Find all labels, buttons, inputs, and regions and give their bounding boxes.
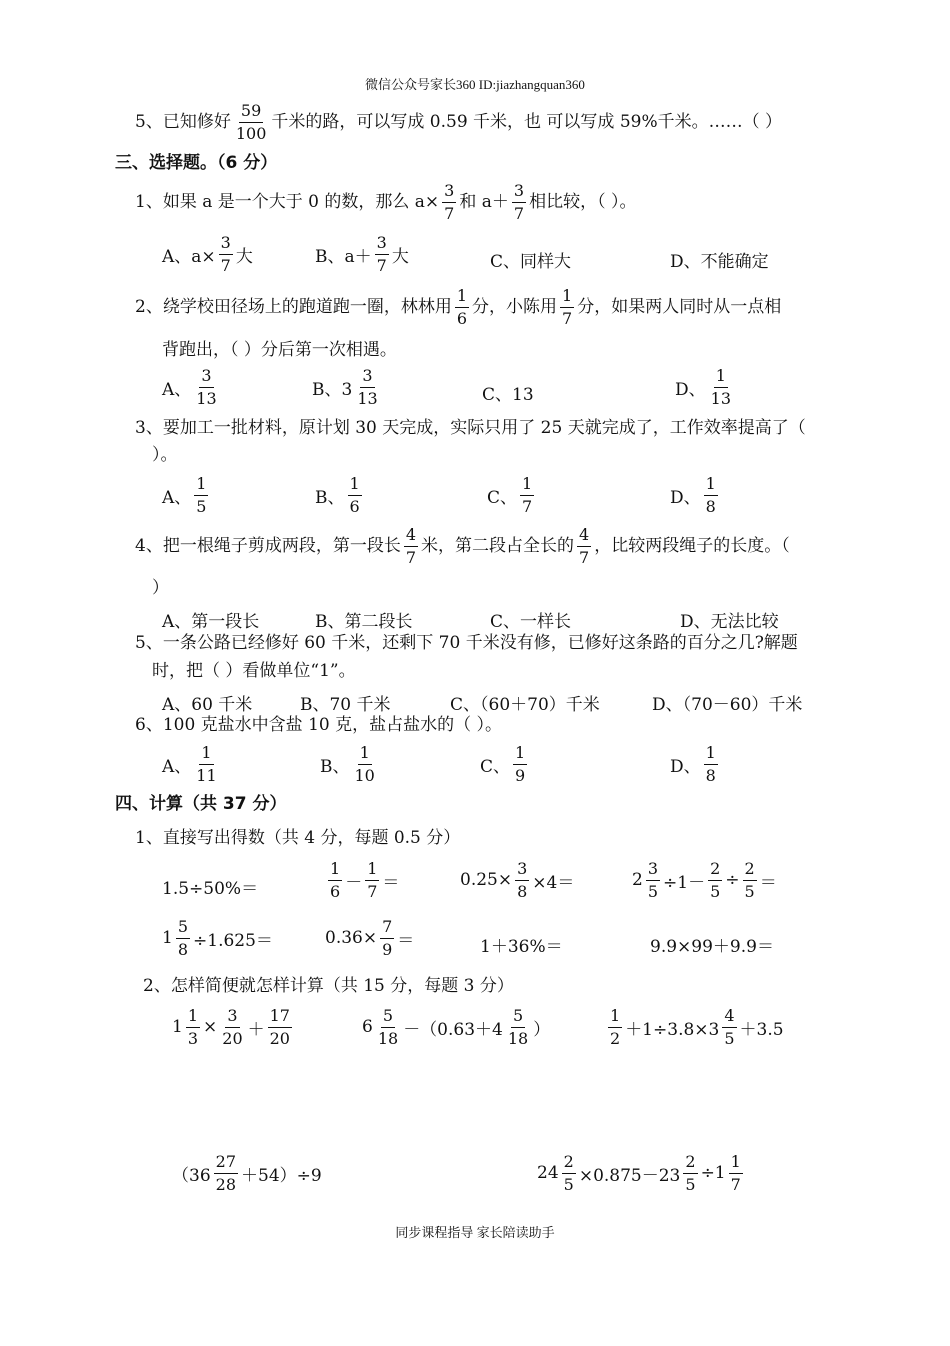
option-d[interactable]: D、 $\frac{1}{8}$: [670, 743, 716, 785]
question-text: 背跑出，（ ）分后第一次相遇。: [162, 340, 397, 360]
option-c[interactable]: C、 $\frac{1}{7}$: [487, 474, 533, 516]
choice-question-4: 4、把一根绳子剪成两段，第一段长 $\frac{4}{7}$ 米，第二段占全长的 $\frac{4}{7}$ ，比较两段绳子的长度。（: [135, 525, 790, 567]
calc-expression: 24 $\frac{2}{5}$ ×0.875－23 $\frac{2}{5}$ ÷1 $\frac{1}{7}$: [537, 1152, 741, 1194]
calc-expression: 9.9×99＋9.9＝: [650, 937, 774, 957]
calc-expression: 0.36× $\frac{7}{9}$ ＝: [325, 917, 415, 959]
option-d[interactable]: D、 $\frac{1}{8}$: [670, 474, 716, 516]
option-d[interactable]: D、不能确定: [670, 252, 769, 272]
calc-expression: 1 $\frac{1}{3}$ × $\frac{3}{20}$ ＋ $\frac{17}{20}$: [172, 1006, 290, 1048]
calc-expression: $\frac{1}{2}$ ＋1÷3.8×3 $\frac{4}{5}$ ＋3.5: [610, 1006, 784, 1048]
page-footer: 同步课程指导 家长陪读助手: [395, 1225, 555, 1240]
question-text: 时，把（ ）看做单位“1”。: [152, 661, 356, 681]
option-a[interactable]: A、60 千米: [162, 695, 253, 715]
option-d[interactable]: D、 $\frac{1}{13}$: [675, 366, 731, 408]
fraction: $\frac{4}{7}$: [579, 525, 590, 567]
choice-question-1: 1、如果 a 是一个大于 0 的数，那么 a× $\frac{3}{7}$ 和 a＋ $\frac{3}{7}$ 相比较，（ ）。: [135, 181, 637, 223]
fraction: $\frac{59}{100}$: [235, 101, 267, 143]
calc-title-1: 1、直接写出得数（共 4 分，每题 0.5 分）: [135, 828, 461, 848]
option-b[interactable]: B、70 千米: [300, 695, 391, 715]
section-title: 三、选择题。（6 分）: [115, 153, 278, 173]
option-a[interactable]: A、 $\frac{3}{13}$: [162, 366, 217, 408]
fraction: $\frac{1}{6}$: [456, 286, 468, 328]
calc-title-2: 2、怎样简便就怎样计算（共 15 分，每题 3 分）: [143, 976, 514, 996]
choice-question-3: 3、要加工一批材料，原计划 30 天完成，实际只用了 25 天就完成了，工作效率提高了（: [135, 418, 806, 438]
fraction: $\frac{3}{7}$: [444, 181, 455, 223]
judge-question-5: 5、已知修好 $\frac{59}{100}$ 千米的路，可以写成 0.59 千米，也 可以写成 59%千米。……（ ）: [135, 101, 783, 143]
page-header: 微信公众号家长360 ID:jiazhangquan360: [365, 77, 585, 92]
option-d[interactable]: D、（70－60）千米: [652, 695, 803, 715]
question-text: ）: [152, 578, 169, 598]
option-b[interactable]: B、 $\frac{1}{10}$: [320, 743, 375, 785]
option-a[interactable]: A、 $\frac{1}{11}$: [162, 743, 217, 785]
calc-expression: （36 $\frac{27}{28}$ ＋54）÷9: [172, 1152, 322, 1194]
option-c[interactable]: C、（60＋70）千米: [450, 695, 600, 715]
option-c[interactable]: C、同样大: [490, 252, 572, 272]
choice-question-5: 5、一条公路已经修好 60 千米，还剩下 70 千米没有修，已修好这条路的百分之几?解题: [135, 633, 798, 653]
option-d[interactable]: D、无法比较: [680, 612, 779, 632]
fraction: $\frac{4}{7}$: [405, 525, 417, 567]
fraction: $\frac{1}{7}$: [562, 286, 573, 328]
option-b[interactable]: B、3 $\frac{3}{13}$: [312, 366, 378, 408]
option-b[interactable]: B、 $\frac{1}{6}$: [315, 474, 360, 516]
calc-expression: 2 $\frac{3}{5}$ ÷1－ $\frac{2}{5}$ ÷ $\frac{2}{5}$ ＝: [632, 859, 777, 901]
calc-expression: 6 $\frac{5}{18}$ －（0.63＋4 $\frac{5}{18}$ ）: [362, 1006, 551, 1048]
option-c[interactable]: C、 $\frac{1}{9}$: [480, 743, 526, 785]
option-c[interactable]: C、一样长: [490, 612, 572, 632]
choice-question-2: 2、绕学校田径场上的跑道跑一圈，林林用 $\frac{1}{6}$ 分，小陈用 $\frac{1}{7}$ 分，如果两人同时从一点相: [135, 286, 782, 328]
calc-expression: 1＋36%＝: [480, 937, 563, 957]
calc-expression: 1.5÷50%＝: [162, 879, 259, 899]
question-text: ）。: [152, 445, 178, 465]
option-a[interactable]: A、a× $\frac{3}{7}$ 大: [162, 233, 253, 275]
option-a[interactable]: A、 $\frac{1}{5}$: [162, 474, 207, 516]
calc-expression: $\frac{1}{6}$ － $\frac{1}{7}$ ＝: [330, 859, 400, 901]
calc-expression: 1 $\frac{5}{8}$ ÷1.625＝: [162, 917, 273, 959]
option-b[interactable]: B、a＋ $\frac{3}{7}$ 大: [315, 233, 409, 275]
option-a[interactable]: A、第一段长: [162, 612, 260, 632]
section-title: 四、计算（共 37 分）: [115, 794, 287, 814]
calc-expression: 0.25× $\frac{3}{8}$ ×4＝: [460, 859, 575, 901]
choice-question-6: 6、100 克盐水中含盐 10 克，盐占盐水的（ ）。: [135, 715, 503, 735]
option-c[interactable]: C、13: [482, 385, 534, 405]
fraction: $\frac{3}{7}$: [513, 181, 525, 223]
option-b[interactable]: B、第二段长: [315, 612, 413, 632]
